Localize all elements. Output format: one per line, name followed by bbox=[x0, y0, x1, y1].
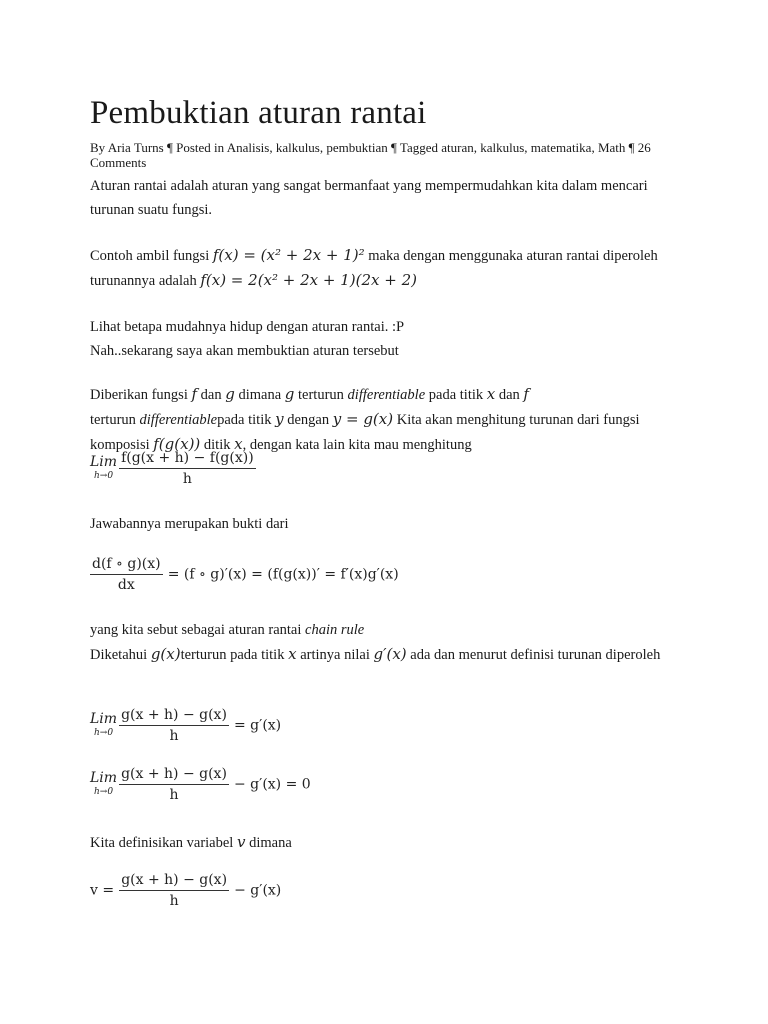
fraction-denominator: h bbox=[182, 471, 192, 487]
known-text-3: artinya nilai bbox=[296, 647, 374, 663]
math-x-2: x bbox=[234, 435, 243, 453]
given-text-1: Diberikan fungsi bbox=[90, 387, 192, 403]
fraction bbox=[119, 872, 229, 909]
define-text-2: dimana bbox=[245, 835, 292, 851]
paragraph-intro: Aturan rantai adalah aturan yang sangat bermanfaat yang mempermudahkan kita dalam mencari turunan suatu fungsi. bbox=[90, 178, 648, 218]
tag-link-kalkulus[interactable]: kalkulus bbox=[480, 140, 525, 155]
math-gprime-x: g′(x) bbox=[373, 645, 407, 663]
term-chain-rule: chain rule bbox=[305, 622, 365, 638]
limit-subscript: h→0 bbox=[93, 470, 114, 481]
equation-lhs: v = bbox=[90, 882, 115, 899]
math-f-definition: f(x) = (x² + 2x + 1)² bbox=[212, 246, 365, 264]
category-link-pembuktian[interactable]: pembuktian bbox=[326, 140, 388, 155]
limit-subscript: h→0 bbox=[93, 727, 114, 738]
fraction-numerator: g(x + h) − g(x) bbox=[119, 872, 229, 891]
fraction bbox=[119, 450, 256, 487]
limit-operator bbox=[90, 455, 117, 483]
fraction-numerator: g(x + h) − g(x) bbox=[119, 766, 229, 785]
remark-line-2: Nah..sekarang saya akan membuktian aturan tersebut bbox=[90, 343, 399, 359]
paragraph-given bbox=[90, 382, 680, 457]
limit-word: Lim bbox=[90, 769, 118, 786]
term-differentiable-1: differentiable bbox=[347, 387, 426, 403]
given-text-4: terturun bbox=[294, 387, 348, 403]
given-text-7: terturun bbox=[90, 412, 140, 428]
limit-operator bbox=[90, 771, 117, 799]
paragraph-answer: Jawabannya merupakan bukti dari bbox=[90, 516, 289, 532]
limit-word: Lim bbox=[90, 710, 118, 727]
meta-tagged-label: ¶ Tagged bbox=[387, 140, 442, 155]
fraction-denominator: h bbox=[169, 728, 179, 744]
fraction bbox=[119, 766, 229, 803]
equation-derivative-definition bbox=[90, 707, 281, 744]
page-title: Pembuktian aturan rantai bbox=[90, 95, 427, 131]
fraction-numerator: g(x + h) − g(x) bbox=[119, 707, 229, 726]
chain-rule-text: yang kita sebut sebagai aturan rantai bbox=[90, 622, 306, 638]
tag-link-math[interactable]: Math bbox=[597, 140, 626, 155]
paragraph-chain-rule bbox=[90, 618, 680, 667]
equation-limit-composition bbox=[90, 450, 256, 487]
given-text-12: , dengan kata lain kita mau menghitung bbox=[242, 437, 472, 453]
meta-by-label: By bbox=[90, 140, 106, 155]
known-text-2: terturun pada titik bbox=[180, 647, 289, 663]
equation-rhs: = g′(x) bbox=[234, 717, 282, 734]
math-y: y bbox=[275, 410, 284, 428]
paragraph-example bbox=[90, 243, 680, 293]
given-text-9: dengan bbox=[283, 412, 333, 428]
equation-derivative-zero bbox=[90, 766, 311, 803]
given-text-5: pada titik bbox=[425, 387, 487, 403]
fraction-denominator: h bbox=[169, 787, 179, 803]
limit-subscript: h→0 bbox=[93, 786, 114, 797]
fraction-denominator: h bbox=[169, 893, 179, 909]
example-text-a: Contoh ambil fungsi bbox=[90, 248, 213, 264]
given-text-10: Kita akan menghitung turunan dari fungsi komposisi bbox=[90, 412, 640, 453]
define-text-1: Kita definisikan variabel bbox=[90, 835, 237, 851]
category-link-kalkulus[interactable]: kalkulus bbox=[275, 140, 320, 155]
fraction-numerator: f(g(x + h) − f(g(x)) bbox=[119, 450, 256, 469]
math-gx: g(x) bbox=[150, 645, 181, 663]
math-fgx: f(g(x)) bbox=[153, 435, 201, 453]
limit-word: Lim bbox=[90, 453, 118, 470]
math-f-derivative: f(x) = 2(x² + 2x + 1)(2x + 2) bbox=[200, 271, 417, 289]
math-y-equals-gx: y = g(x) bbox=[332, 410, 394, 428]
math-f-2: f bbox=[523, 385, 529, 403]
post-meta: By Aria Turns ¶ Posted in Analisis, kalkulus, pembuktian ¶ Tagged aturan, kalkulus, matematika, Math ¶ 26 Comments bbox=[90, 140, 651, 170]
fraction-denominator: dx bbox=[117, 577, 135, 593]
tag-link-aturan[interactable]: aturan bbox=[441, 140, 474, 155]
equation-rhs: − g′(x) = 0 bbox=[234, 776, 311, 793]
paragraph-remark bbox=[90, 315, 680, 363]
math-g-2: g bbox=[284, 385, 295, 403]
paragraph-define-v bbox=[90, 830, 680, 855]
example-text-b: maka dengan menggunaka aturan rantai diperoleh turunannya adalah bbox=[90, 248, 658, 289]
given-text-3: dimana bbox=[234, 387, 285, 403]
author-link[interactable]: Aria Turns bbox=[107, 140, 164, 155]
equation-v-definition bbox=[90, 872, 281, 909]
math-g: g bbox=[225, 385, 235, 403]
remark-line-1: Lihat betapa mudahnya hidup dengan aturan rantai. :P bbox=[90, 319, 405, 335]
given-text-6: dan bbox=[495, 387, 524, 403]
math-x-3: x bbox=[288, 645, 297, 663]
chain-rule-rhs: = (f ∘ g)′(x) = (f(g(x))′ = f′(x)g′(x) bbox=[167, 566, 399, 583]
meta-posted-label: ¶ Posted in bbox=[163, 140, 227, 155]
comments-link[interactable]: 26 Comments bbox=[90, 140, 651, 170]
fraction-numerator: d(f ∘ g)(x) bbox=[90, 556, 163, 575]
math-x: x bbox=[486, 385, 496, 403]
fraction-dfg-dx bbox=[90, 556, 163, 593]
known-text-4: ada dan menurut definisi turunan diperoleh bbox=[406, 647, 661, 663]
category-link-analisis[interactable]: Analisis bbox=[226, 140, 270, 155]
given-text-8: pada titik bbox=[217, 412, 276, 428]
term-differentiable-2: differentiable bbox=[139, 412, 218, 428]
tag-link-matematika[interactable]: matematika bbox=[530, 140, 592, 155]
known-text-1: Diketahui bbox=[90, 647, 151, 663]
meta-separator: ¶ bbox=[625, 140, 638, 155]
given-text-2: dan bbox=[197, 387, 226, 403]
math-v: v bbox=[236, 833, 246, 851]
equation-chain-rule bbox=[90, 556, 399, 593]
equation-rhs: − g′(x) bbox=[234, 882, 282, 899]
math-f: f bbox=[191, 385, 198, 403]
limit-operator bbox=[90, 712, 117, 740]
given-text-11: ditik bbox=[200, 437, 235, 453]
fraction bbox=[119, 707, 229, 744]
